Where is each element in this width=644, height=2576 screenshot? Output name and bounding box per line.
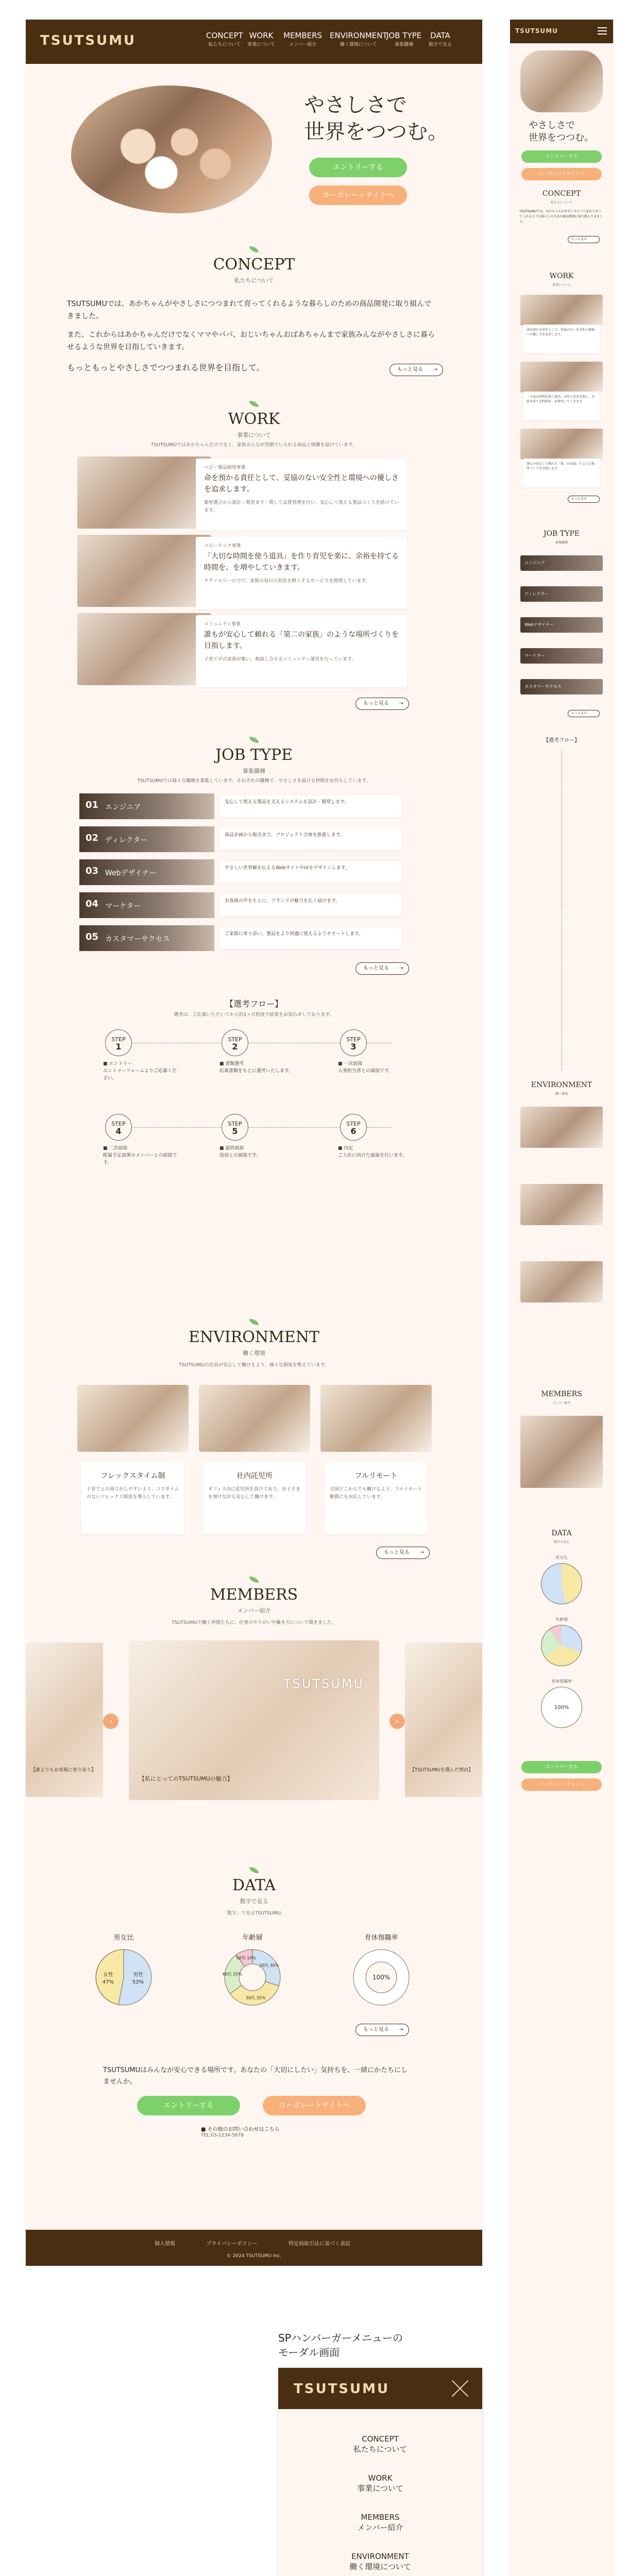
footer-links (155, 2239, 350, 2247)
step-3: STEP 3 (340, 1029, 367, 1056)
job-row-2[interactable]: 02 ディレクター 商品企画から販売まで、プロジェクト全体を推進します。 (79, 826, 402, 852)
sp-corporate-button[interactable]: コーポレートサイトへ (521, 168, 602, 180)
age-segment-label: 20代 30% (259, 1963, 279, 1968)
age-segment-label: 30代 35% (245, 1995, 266, 2001)
sp-work-more[interactable]: もっと見る (568, 496, 600, 503)
member-card-logo: TSUTSUMU (283, 1676, 365, 1691)
sp-job-row-1[interactable]: エンジニア (520, 555, 603, 571)
nav-members[interactable]: MEMBERS メンバー紹介 (283, 31, 323, 47)
sp-concept-text: TSUTSUMUでは、あかちゃんがやさしさにつつまれて育ってくれるような暮らしのための商品開発に取り組んできました。 (519, 210, 603, 224)
sp-job-row-4[interactable]: マーケター (520, 648, 603, 664)
work-photo-1 (77, 456, 211, 529)
data-more-button[interactable]: もっと見る → (355, 2024, 409, 2036)
environment-subtitle: 働く環境 (243, 1350, 265, 1357)
modal-item-work[interactable]: WORK 事業について (357, 2473, 403, 2493)
sp-concept-more[interactable]: もっと見る (568, 236, 600, 243)
flow-title: 【選考フロー】 (225, 999, 283, 1009)
cta-corporate-button[interactable]: コーポレートサイトへ (263, 2096, 366, 2115)
step-5: STEP 5 (222, 1114, 248, 1141)
concept-subtitle: 私たちについて (234, 277, 274, 284)
sp-work-photo-2 (520, 362, 603, 393)
sp-work-card-2: 「大切な時間を使う道具」を作り育児を楽に、余裕を持てる時間を、を増やしていきます。 (523, 392, 600, 420)
job-row-5[interactable]: 05 カスタマーサクセス ご家族に寄り添い、製品をより快適に使えるようサポートします。 (79, 925, 402, 951)
sp-logo[interactable]: TSUTSUMU (515, 27, 558, 35)
jobtype-title: JOB TYPE (215, 746, 293, 764)
nav-environment[interactable]: ENVIRONMENT 働く環境について (330, 31, 387, 47)
cta-contact[interactable]: ■ その他のお問い合わせはこちら (201, 2127, 280, 2132)
sp-members-sub: メンバー紹介 (552, 1401, 571, 1405)
sp-entry-button[interactable]: エントリーする (521, 150, 602, 163)
sp-env-photo-3 (520, 1261, 603, 1302)
cta-entry-button[interactable]: エントリーする (137, 2096, 240, 2115)
environment-more-button[interactable]: もっと見る → (376, 1547, 430, 1559)
sp-work-title: WORK (549, 272, 574, 280)
environment-title: ENVIRONMENT (189, 1328, 319, 1346)
pie-female-label: 女性 (103, 1972, 113, 1978)
sp-work-photo-1 (520, 295, 603, 326)
sp-environment-title: ENVIRONMENT (531, 1081, 592, 1089)
step-2: STEP 2 (222, 1029, 248, 1056)
age-label: 年齢層 (242, 1934, 263, 1942)
leave-label: 育休復職率 (364, 1934, 398, 1942)
concept-more-button[interactable]: もっと見る → (389, 364, 443, 376)
work-photo-3 (77, 613, 211, 685)
pie-male-label: 男性 (133, 1972, 143, 1978)
sp-environment-sub: 働く環境 (555, 1092, 568, 1096)
modal-caption: SPハンバーガーメニューの モーダル画面 (278, 2332, 403, 2359)
sp-job-row-3[interactable]: Webデザイナー (520, 617, 603, 633)
sp-job-row-5[interactable]: カスタマーサクセス (520, 679, 603, 694)
members-subtitle: メンバー紹介 (237, 1607, 271, 1614)
modal-header (278, 2368, 482, 2409)
flow-note: 選考は、ご応募いただいてから約1ヶ月程度で結果をお知らせしております。 (174, 1012, 334, 1018)
carousel-next-button[interactable]: › (389, 1714, 405, 1729)
members-lead: TSUTSUMUで働く仲間たちに、仕事のやりがいや働き方について聞きました。 (172, 1620, 336, 1625)
carousel-prev-button[interactable]: ‹ (103, 1714, 118, 1729)
nav-work[interactable]: WORK 事業について (247, 31, 275, 47)
concept-title: CONCEPT (213, 256, 295, 274)
pc-mockup (26, 20, 482, 2266)
sp-job-row-2[interactable]: ディレクター (520, 586, 603, 602)
sp-members-title: MEMBERS (541, 1390, 582, 1398)
leaf-icon (249, 401, 259, 407)
header (26, 20, 482, 64)
sp-leave-value: 100% (541, 1687, 582, 1728)
hero-corporate-button[interactable]: コーポレートサイトへ (309, 185, 407, 205)
sp-work-photo-3 (520, 429, 603, 460)
work-card-1: ベビー製品開発事業 命を預かる責任として、妥協のない安全性と環境への優しさを追求します。 素材選びから設計・製造まで一貫して品質管理を行い、安心して使える製品づくりを続けています。 (196, 459, 407, 531)
job-row-1[interactable]: 01 エンジニア 安心して使える製品を支えるシステムを設計・開発します。 (79, 793, 402, 819)
data-title: DATA (232, 1876, 276, 1894)
jobtype-lead: TSUTSUMUでは様々な職種を募集しています。それぞれの職種で、やさしさを届ける仲間をお待ちしています。 (137, 778, 371, 784)
sp-jobtype-more[interactable]: もっと見る (568, 710, 600, 717)
sp-age-label: 年齢層 (555, 1617, 568, 1622)
sp-cta-corporate[interactable]: コーポレートサイトへ (521, 1778, 602, 1791)
step-2-text: ■ 書類選考 応募書類をもとに選考いたします。 (219, 1061, 294, 1074)
step-4-text: ■ 二次面接 配属予定部署のメンバーとの面接です。 (103, 1146, 177, 1165)
sp-member-card[interactable] (520, 1416, 603, 1488)
footer-copy: © 2024 TSUTSUMU Inc. (226, 2253, 282, 2259)
work-subtitle: 事業について (237, 432, 271, 438)
hero-entry-button[interactable]: エントリーする (309, 158, 407, 177)
step-6: STEP 6 (340, 1114, 367, 1141)
footer (26, 2230, 482, 2266)
cta-tel: TEL:03-1234-5678 (201, 2133, 244, 2138)
leaf-icon (249, 1867, 259, 1873)
nav-data[interactable]: DATA 数字で見る (429, 31, 452, 47)
sp-env-photo-1 (520, 1107, 603, 1148)
sp-cta-entry[interactable]: エントリーする (521, 1761, 602, 1773)
work-more-button[interactable]: もっと見る → (355, 698, 409, 710)
sp-concept-sub: 私たちについて (551, 201, 572, 205)
modal-item-members[interactable]: MEMBERS メンバー紹介 (357, 2513, 403, 2532)
concept-paragraph-1: TSUTSUMUでは、あかちゃんがやさしさにつつまれて育ってくれるような暮らしのための商品開発に取り組んできました。 (67, 300, 432, 320)
step-6-text: ■ 内定 ご入社に向けた面談を行います。 (338, 1146, 408, 1158)
env-card-1: フレックスタイム制 子育てとの両立がしやすいよう、コアタイムのないフレックス制度を導入しています。 (77, 1385, 189, 1534)
nav-concept[interactable]: CONCEPT 私たちについて (206, 31, 243, 47)
leaf-icon (249, 246, 259, 252)
sp-work-card-1: 命を預かる責任として、妥協のない安全性と環境への優しさを追求します。 (523, 325, 600, 353)
env-card-3: フルリモート 全国どこからでも働けるよう、フルリモート勤務にも対応しています。 (320, 1385, 432, 1534)
sp-leave-label: 育休復職率 (551, 1679, 572, 1684)
sp-header (510, 20, 613, 43)
footer-link-policy[interactable]: プライバシーポリシー (206, 2241, 258, 2247)
step-5-text: ■ 最終面接 役員との面接です。 (219, 1146, 261, 1158)
jobtype-subtitle: 募集職種 (243, 768, 265, 774)
sp-hero-image (520, 50, 603, 112)
leave-value: 100% (372, 1974, 391, 1981)
members-title: MEMBERS (210, 1586, 298, 1604)
sp-jobtype-sub: 募集職種 (555, 541, 568, 545)
sp-mockup (510, 20, 613, 2576)
footer-link-law[interactable]: 特定商取引法に基づく表記 (289, 2241, 350, 2247)
member-card-right[interactable]: 【TSUTSUMUを選んだ理由】 (405, 1642, 482, 1797)
concept-paragraph-2: また、これからはあかちゃんだけでなくママやパパ、おじいちゃんおばあちゃんまで家族みんながやさしさに暮らせるような世界を目指していきます。 (67, 331, 435, 351)
member-card-left[interactable]: 【誰よりもお客様に寄り添う】 (26, 1642, 103, 1797)
footer-link-privacy[interactable]: 個人情報 (155, 2241, 175, 2247)
hero-image (71, 86, 272, 213)
jobtype-more-button[interactable]: もっと見る → (355, 962, 409, 975)
sp-age-donut (541, 1625, 582, 1666)
modal-item-concept[interactable]: CONCEPT 私たちについて (353, 2434, 408, 2454)
leaf-icon (249, 1319, 259, 1325)
leaf-icon (249, 1577, 259, 1583)
sp-env-photo-2 (520, 1184, 603, 1225)
nav-jobtype[interactable]: JOB TYPE 募集職種 (386, 31, 422, 47)
work-photo-2 (77, 535, 211, 607)
environment-lead: TSUTSUMUの社員が安心して働けるよう、様々な制度を整えています。 (178, 1363, 330, 1368)
pie-male-value: 53% (132, 1979, 144, 1985)
cta-lead: TSUTSUMUはみんなが安心できる場所です。あなたの「大切にしたい」気持ちを、一緒にかたちにしませんか。 (103, 2066, 408, 2086)
sp-flow-title: 【選考フロー】 (544, 738, 580, 743)
work-title: WORK (228, 410, 280, 428)
age-segment-label: 50代 10% (236, 1955, 256, 1960)
sp-work-card-3: 誰もが安心して頼れる「第二の家族」のような場所づくりを目指します。 (523, 459, 600, 487)
age-donut (222, 1946, 283, 2008)
modal-logo[interactable]: TSUTSUMU (294, 2381, 390, 2397)
concept-paragraph-3: もっともっとやさしさでつつまれる世界を目指して。 (67, 363, 265, 372)
member-card-center[interactable] (129, 1640, 379, 1800)
gender-label: 男女比 (113, 1934, 134, 1942)
gender-pie (93, 1946, 155, 2008)
hamburger-menu-icon[interactable] (598, 27, 607, 35)
member-card-caption: 【私にとってのTSUTSUMUの魅力】 (139, 1775, 233, 1782)
close-icon[interactable] (451, 2379, 469, 2397)
job-row-3[interactable]: 03 Webデザイナー やさしい世界観を伝えるWebサイトやUIをデザインします。 (79, 859, 402, 885)
data-lead: 「数字」で見るTSUTSUMU。 (223, 1911, 285, 1916)
data-subtitle: 数字で見る (240, 1898, 268, 1905)
step-4: STEP 4 (105, 1114, 132, 1141)
step-3-text: ■ 一次面接 人事担当者との面接です。 (338, 1061, 394, 1074)
sp-gender-label: 男女比 (555, 1555, 568, 1560)
work-lead: TSUTSUMUではあかちゃんだけでなく、家族みんなが笑顔でいられる商品と体験を届けています。 (150, 443, 358, 448)
logo[interactable]: TSUTSUMU (40, 33, 137, 48)
pie-female-value: 47% (102, 1979, 114, 1985)
job-row-4[interactable]: 04 マーケター お客様の声をもとに、ブランドの魅力を広く届けます。 (79, 892, 402, 918)
modal-item-environment[interactable]: ENVIRONMENT 働く環境について (349, 2552, 411, 2571)
step-1-text: ■ エントリー エントリーフォームよりご応募ください。 (103, 1061, 177, 1081)
sp-hero-copy: やさしさで 世界をつつむ。 (529, 120, 594, 143)
work-card-2: ベビーテック事業 「大切な時間を使う道具」を作り育児を楽に、余裕を持てる時間を、を増やしていきます。 テクノロジーの力で、家族の毎日の負担を軽くするサービスを開発しています。 (196, 537, 407, 609)
sp-gender-pie (541, 1563, 582, 1604)
step-1: STEP 1 (105, 1029, 132, 1056)
sp-data-sub: 数字で見る (553, 1540, 569, 1544)
sp-data-title: DATA (551, 1529, 572, 1537)
leave-donut (350, 1946, 412, 2008)
sp-menu-modal (278, 2368, 482, 2576)
work-card-3: コミュニティ事業 誰もが安心して頼れる「第二の家族」のような場所づくりを目指します。 子育て中の家族が集い、相談し合えるコミュニティ運営を行っています。 (196, 615, 407, 687)
leaf-icon (249, 737, 259, 743)
sp-concept-title: CONCEPT (542, 190, 581, 198)
age-segment-label: 40代 25% (222, 1972, 242, 1977)
sp-jobtype-title: JOB TYPE (543, 530, 580, 538)
env-card-2: 社内託児所 オフィス内に託児所を設けており、お子さまを預けながら安心して働けます。 (199, 1385, 310, 1534)
sp-work-sub: 事業について (552, 283, 571, 287)
hero-copy: やさしさで 世界をつつむ。 (304, 93, 448, 144)
